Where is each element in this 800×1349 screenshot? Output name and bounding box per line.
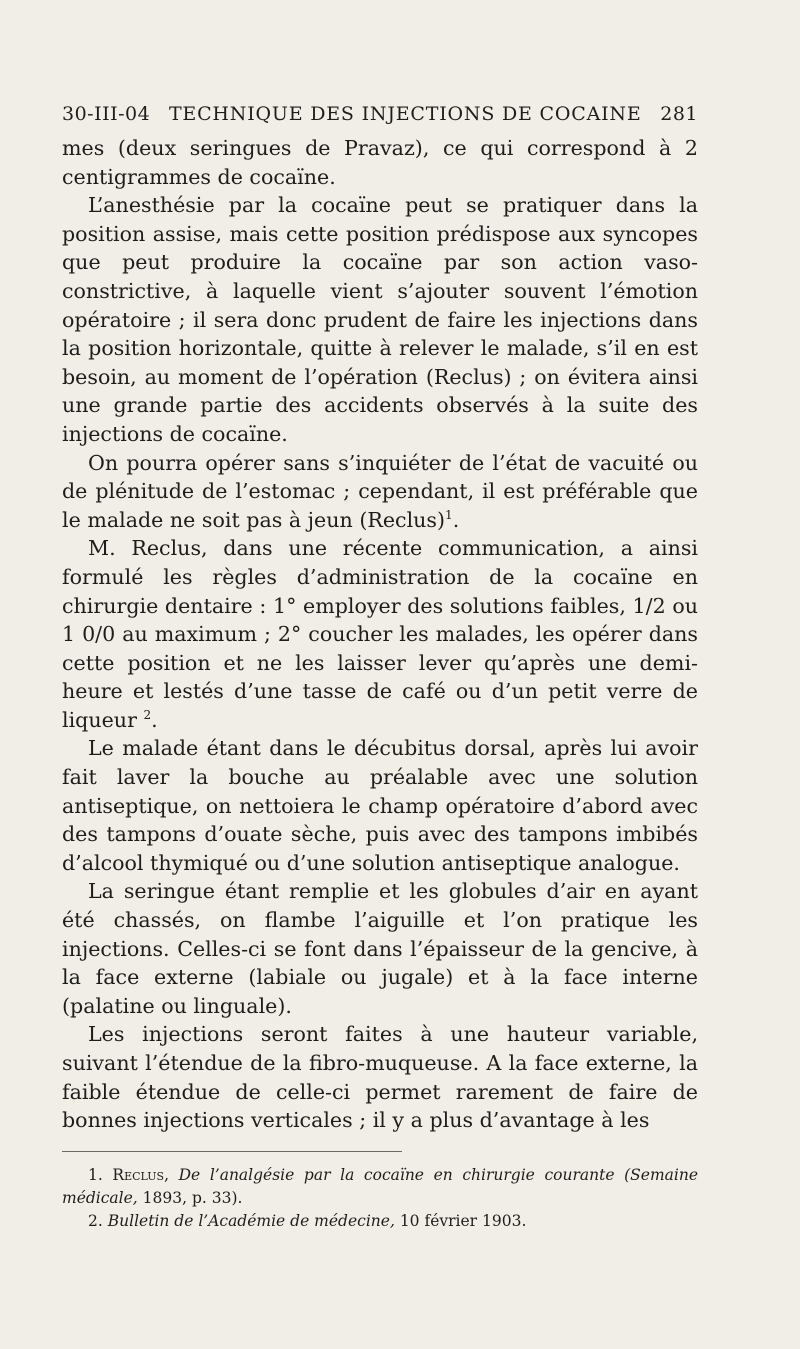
page-number: 281 — [660, 103, 698, 125]
body-text — [62, 134, 698, 1135]
running-header — [62, 100, 698, 128]
paragraph-2: L’anesthésie par la cocaïne peut se pratiquer dans la position assise, mais cette position prédispose aux syncopes que peut produire la cocaïne par son action vaso-constrictive, à laquelle vient s’ajouter souvent l’émotion opératoire ; il sera donc prudent de faire les injections dans la position horizontale, quitte à relever le malade, s’il en est besoin, au moment de l’opération (Reclus) ; on évitera ainsi une grande partie des accidents observés à la suite des injections de cocaïne. — [62, 193, 698, 446]
paragraph-5: Le malade étant dans le décubitus dorsal, après lui avoir fait laver la bouche au préalable avec une solution antiseptique, on nettoiera le champ opératoire d’abord avec des tampons d’ouate sèche, puis avec des tampons imbibés d’alcool thymiqué ou d’une solution antiseptique analogue. — [62, 736, 698, 875]
paragraph-4: M. Reclus, dans une récente communication, a ainsi formulé les règles d’administration de la cocaïne en chirurgie dentaire : 1° employer des solutions faibles, 1/2 ou 1 0/0 au maximum ; 2° coucher les malades, les opérer dans cette position et ne les laisser lever qu’après une demi-heure et lestés d’une tasse de café ou d’un petit verre de liqueur $^2$. — [62, 536, 698, 732]
header-date: 30-III-04 — [62, 103, 151, 125]
footnote-divider — [62, 1151, 402, 1152]
paragraph-1: mes (deux seringues de Pravaz), ce qui correspond à 2 centigrammes de cocaïne. — [62, 136, 698, 189]
paragraph-7: Les injections seront faites à une hauteur variable, suivant l’étendue de la fibro-muqueuse. A la face externe, la faible étendue de celle-ci permet rarement de faire de bonnes injections verticales ; il y a plus d’avantage à les — [62, 1022, 698, 1133]
paragraph-6: La seringue étant remplie et les globules d’air en ayant été chassés, on flambe l’aiguille et l’on pratique les injections. Celles-ci se font dans l’épaisseur de la gencive, à la face externe (labiale ou jugale) et à la face interne (palatine ou linguale). — [62, 879, 698, 1018]
footnote-ref-1[interactable]: 1 — [445, 507, 453, 522]
footnote-author: Reclus — [112, 1165, 165, 1184]
footnote-1: 1. Reclus, De l’analgésie par la cocaïne en chirurgie courante (Semaine médicale, 1893, p. 33). — [62, 1165, 698, 1207]
footnotes — [62, 1164, 698, 1233]
paragraph-3: On pourra opérer sans s’inquiéter de l’état de vacuité ou de plénitude de l’estomac ; cependant, il est préférable que le malade ne soit pas à jeun (Reclus)$^1$. — [62, 450, 698, 532]
book-page — [62, 100, 698, 1233]
header-title: TECHNIQUE DES INJECTIONS DE COCAINE — [168, 103, 642, 125]
footnote-2: 2. Bulletin de l’Académie de médecine, 10 février 1903. — [88, 1211, 527, 1230]
footnote-ref-2[interactable]: 2 — [143, 708, 152, 723]
